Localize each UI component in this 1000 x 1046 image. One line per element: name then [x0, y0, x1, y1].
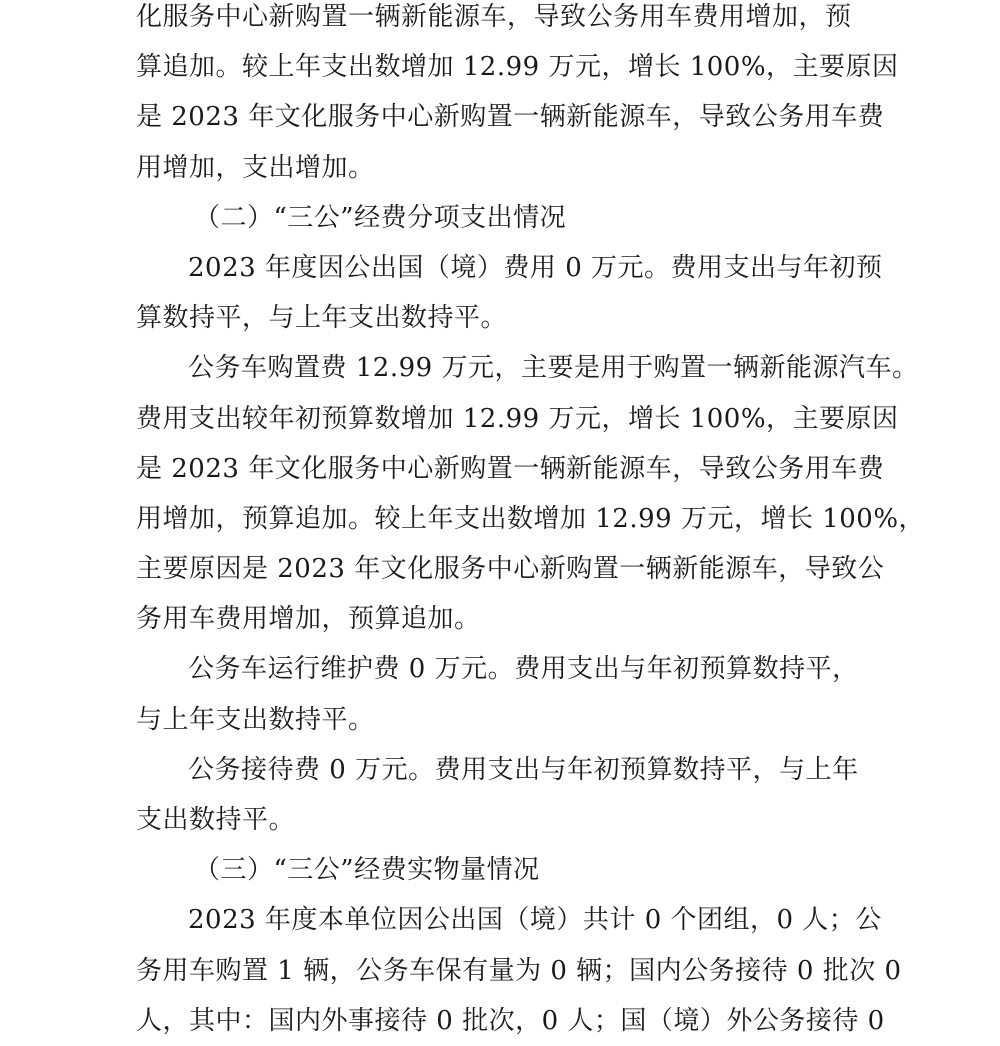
paragraph-line: 人，其中：国内外事接待 0 批次，0 人；国（境）外公务接待 0: [136, 1005, 885, 1036]
paragraph-line: 公务接待费 0 万元。费用支出与年初预算数持平，与上年: [188, 754, 859, 785]
paragraph-line: 公务车购置费 12.99 万元，主要是用于购置一辆新能源汽车。: [188, 353, 919, 384]
paragraph-line: 2023 年度因公出国（境）费用 0 万元。费用支出与年初预: [188, 252, 883, 283]
paragraph-line: 费用支出较年初预算数增加 12.99 万元，增长 100%，主要原因: [136, 403, 899, 434]
paragraph-line: 用增加，预算追加。较上年支出数增加 12.99 万元，增长 100%，: [136, 503, 926, 534]
paragraph-line: 算数持平，与上年支出数持平。: [136, 303, 508, 334]
paragraph-line: 2023 年度本单位因公出国（境）共计 0 个团组，0 人；公: [188, 905, 882, 936]
paragraph-line: 主要原因是 2023 年文化服务中心新购置一辆新能源车，导致公: [136, 554, 885, 585]
section-heading-2: （二）“三公”经费分项支出情况: [194, 202, 567, 233]
paragraph-line: 与上年支出数持平。: [136, 704, 375, 735]
paragraph-line: 用增加，支出增加。: [136, 152, 375, 183]
paragraph-line: 是 2023 年文化服务中心新购置一辆新能源车，导致公务用车费: [136, 453, 885, 484]
paragraph-line: 化服务中心新购置一辆新能源车，导致公务用车费用增加，预: [136, 2, 852, 32]
section-heading-3: （三）“三公”经费实物量情况: [194, 855, 540, 886]
paragraph-line: 公务车运行维护费 0 万元。费用支出与年初预算数持平，: [188, 654, 859, 685]
paragraph-line: 务用车购置 1 辆，公务车保有量为 0 辆；国内公务接待 0 批次 0: [136, 955, 902, 986]
paragraph-line: 务用车费用增加，预算追加。: [136, 604, 481, 635]
paragraph-line: 支出数持平。: [136, 805, 296, 835]
paragraph-line: 是 2023 年文化服务中心新购置一辆新能源车，导致公务用车费: [136, 102, 885, 133]
paragraph-line: 算追加。较上年支出数增加 12.99 万元，增长 100%，主要原因: [136, 52, 899, 83]
document-page: [136, 0, 926, 1046]
